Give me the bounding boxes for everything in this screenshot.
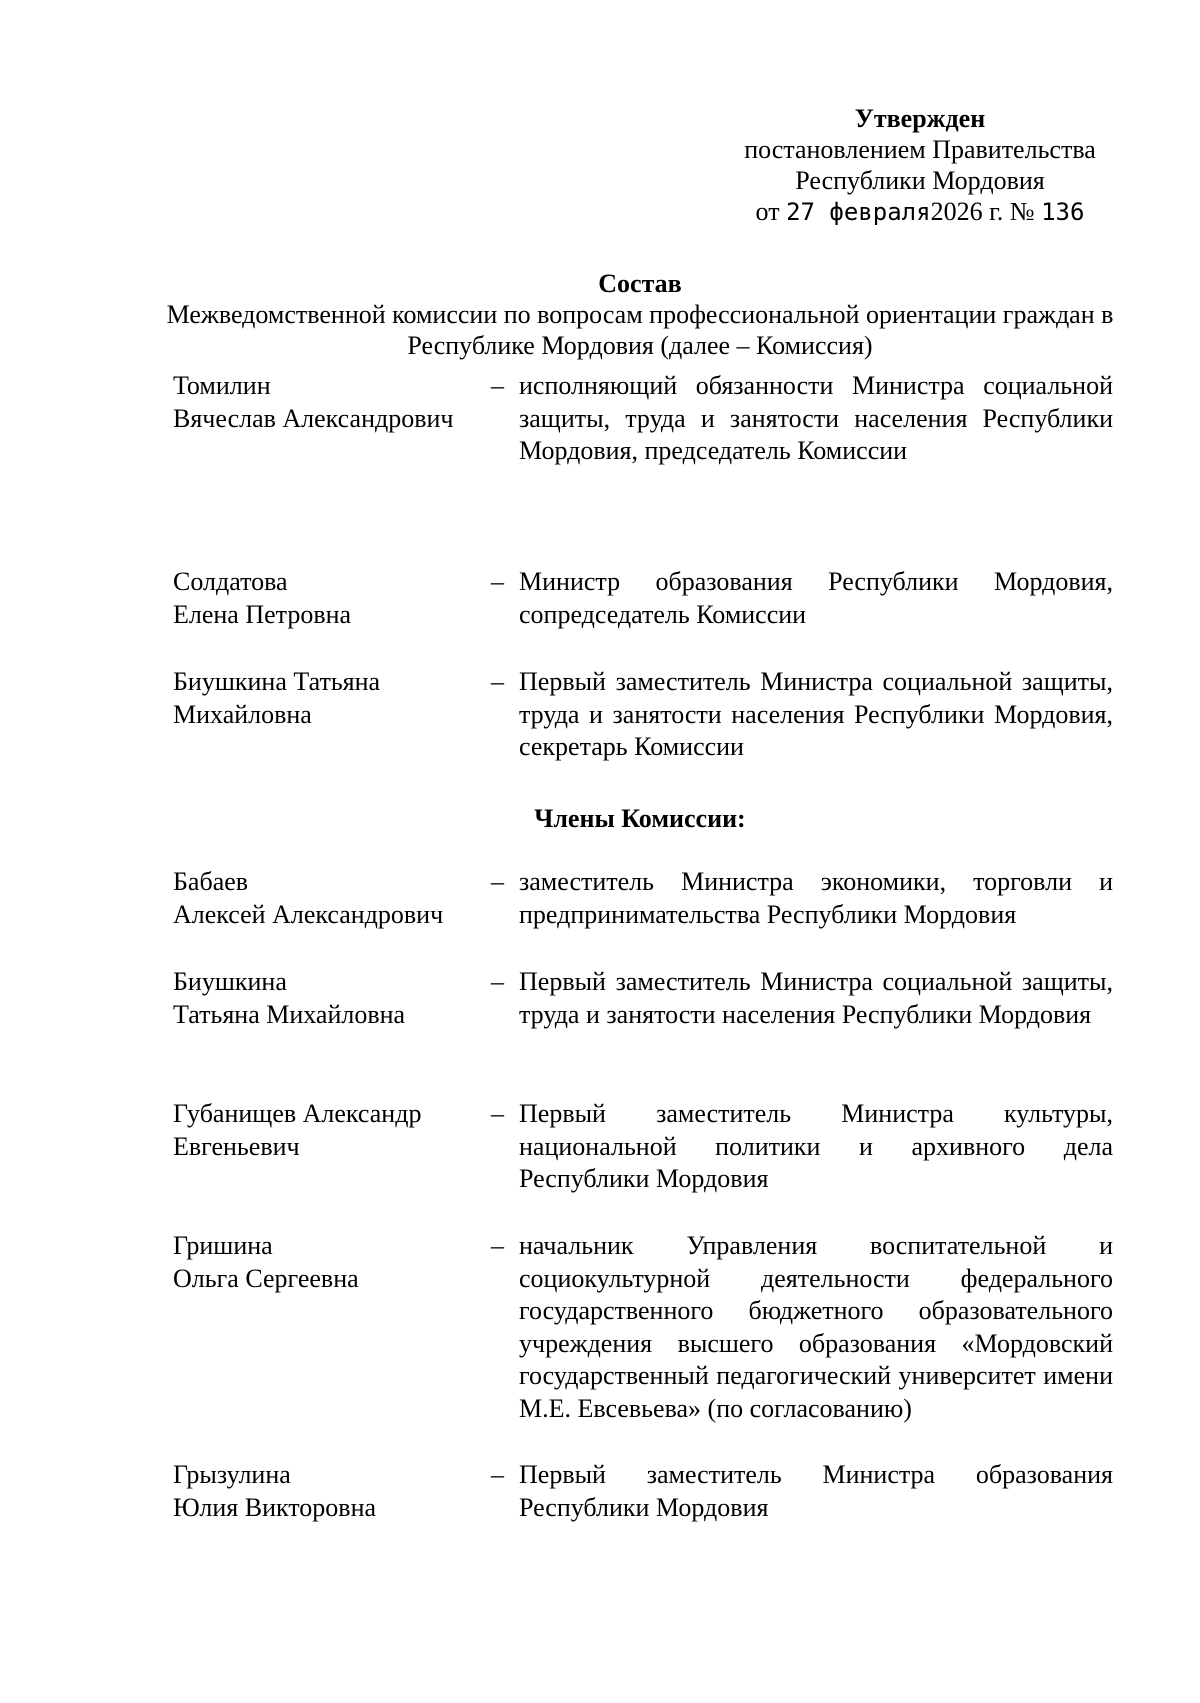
dash-separator: – [491, 371, 504, 400]
title-subtitle: Межведомственной комиссии по вопросам профессиональной ориентации граждан в Республике Мордовия (далее – Комиссия) [166, 300, 1114, 360]
approval-date-prefix: от [755, 197, 787, 226]
person-role: Первый заместитель Министра образования Республики Мордовия [519, 1460, 1113, 1522]
person-role: Министр образования Республики Мордовия, сопредседатель Комиссии [519, 567, 1113, 629]
approval-line-2: Республики Мордовия [795, 166, 1045, 195]
person-name: Томилин Вячеслав Александрович [173, 371, 454, 433]
approval-date-line [700, 196, 1140, 228]
dash-separator: – [491, 867, 504, 896]
approval-block [700, 103, 1140, 228]
person-role: Первый заместитель Министра социальной защиты, труда и занятости населения Республики Мордовия, секретарь Комиссии [519, 667, 1113, 761]
approval-number: 136 [1041, 198, 1085, 226]
dash-separator: – [491, 967, 504, 996]
approval-heading: Утвержден [854, 104, 986, 133]
approval-date-year: 2026 г. № [930, 197, 1042, 226]
dash-separator: – [491, 567, 504, 596]
person-name: Бабаев Алексей Александрович [173, 867, 444, 929]
approval-date-day-month: 27 февраля [786, 198, 931, 226]
title-main: Состав [598, 269, 682, 298]
person-name: Биушкина Татьяна Михайловна [173, 967, 406, 1029]
approval-line-1: постановлением Правительства [744, 135, 1096, 164]
person-name: Губанищев Александр Евгеньевич [173, 1099, 422, 1161]
person-role: Первый заместитель Министра социальной защиты, труда и занятости населения Республики Мордовия [519, 967, 1113, 1029]
dash-separator: – [491, 1099, 504, 1128]
person-name: Гришина Ольга Сергеевна [173, 1231, 359, 1293]
dash-separator: – [491, 1231, 504, 1260]
person-name: Грызулина Юлия Викторовна [173, 1460, 377, 1522]
person-role: Первый заместитель Министра культуры, национальной политики и архивного дела Республики Мордовия [519, 1099, 1113, 1193]
person-name: Биушкина Татьяна Михайловна [173, 667, 381, 729]
person-name: Солдатова Елена Петровна [173, 567, 352, 629]
document-title [150, 268, 1130, 361]
person-role: начальник Управления воспитательной и социокультурной деятельности федерального государственного бюджетного образовательного учреждения высшего образования «Мордовский государственный педагогический университет имени М.Е. Евсевьева» (по согласованию) [519, 1231, 1113, 1423]
person-role: заместитель Министра экономики, торговли и предпринимательства Республики Мордовия [519, 867, 1113, 929]
person-role: исполняющий обязанности Министра социальной защиты, труда и занятости населения Республики Мордовия, председатель Комиссии [519, 371, 1113, 465]
dash-separator: – [491, 667, 504, 696]
members-heading: Члены Комиссии: [534, 804, 746, 833]
dash-separator: – [491, 1460, 504, 1489]
